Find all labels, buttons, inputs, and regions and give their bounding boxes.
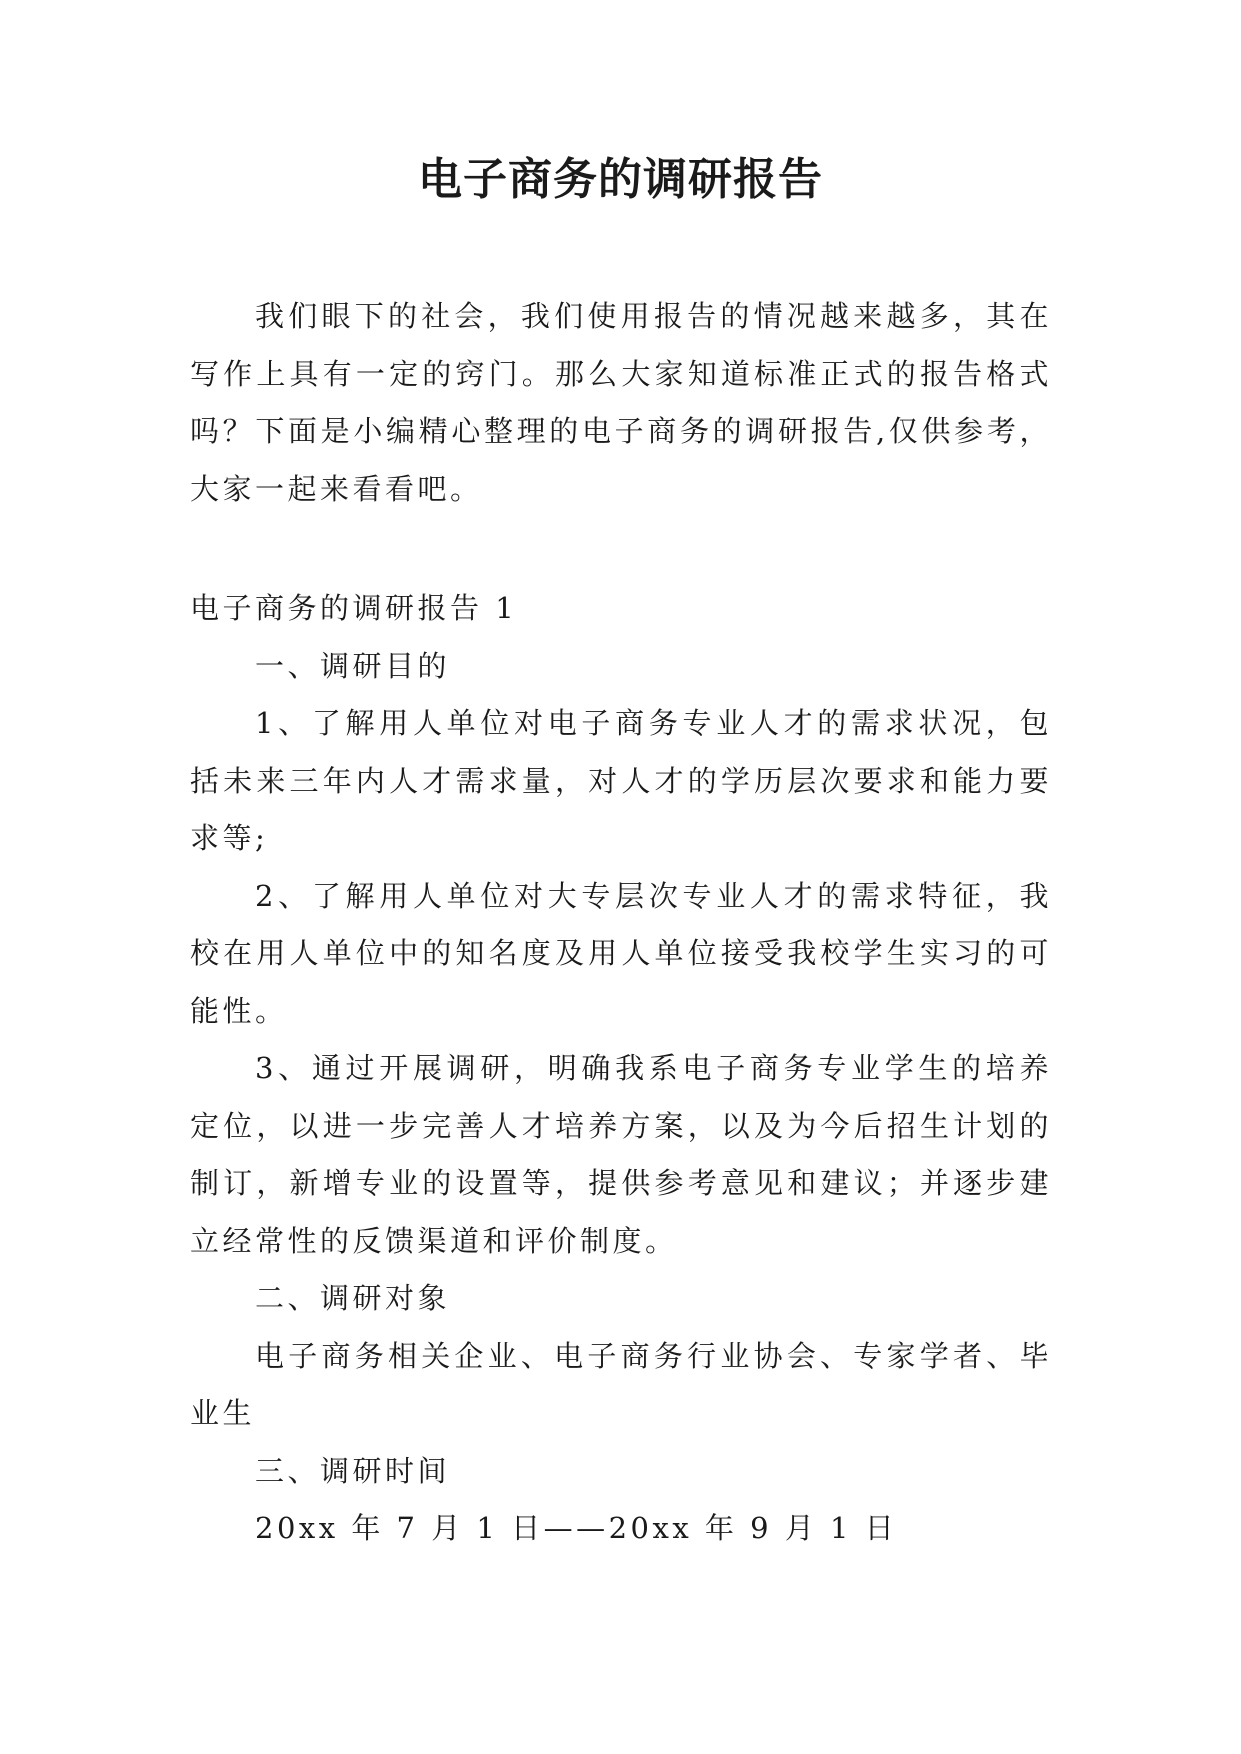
heading-purpose: 一、调研目的: [255, 648, 451, 683]
heading-time: 三、调研时间: [255, 1453, 451, 1488]
intro-block: [190, 288, 1052, 518]
subjects-text: 电子商务相关企业、电子商务行业协会、专家学者、毕业生: [190, 1338, 1052, 1430]
time-text: 20xx 年 7 月 1 日——20xx 年 9 月 1 日: [255, 1511, 898, 1545]
purpose-item-3: 3、通过开展调研，明确我系电子商务专业学生的培养定位，以进一步完善人才培养方案，以及为今后招生计划的制订，新增专业的设置等，提供参考意见和建议；并逐步建立经常性的反馈渠道和评价制度。: [190, 1051, 1052, 1258]
document-title: 电子商务的调研报告: [418, 154, 823, 205]
purpose-item-1: 1、了解用人单位对电子商务专业人才的需求状况，包括未来三年内人才需求量，对人才的学历层次要求和能力要求等;: [190, 706, 1052, 855]
purpose-item-2: 2、了解用人单位对大专层次专业人才的需求特征，我校在用人单位中的知名度及用人单位接受我校学生实习的可能性。: [190, 878, 1052, 1028]
report-section: [190, 580, 1052, 1558]
heading-subjects: 二、调研对象: [255, 1281, 451, 1315]
intro-paragraph: 我们眼下的社会，我们使用报告的情况越来越多，其在写作上具有一定的窍门。那么大家知道标准正式的报告格式吗？下面是小编精心整理的电子商务的调研报告,仅供参考，大家一起来看看吧。: [190, 299, 1052, 506]
section-heading: 电子商务的调研报告 1: [190, 591, 518, 625]
